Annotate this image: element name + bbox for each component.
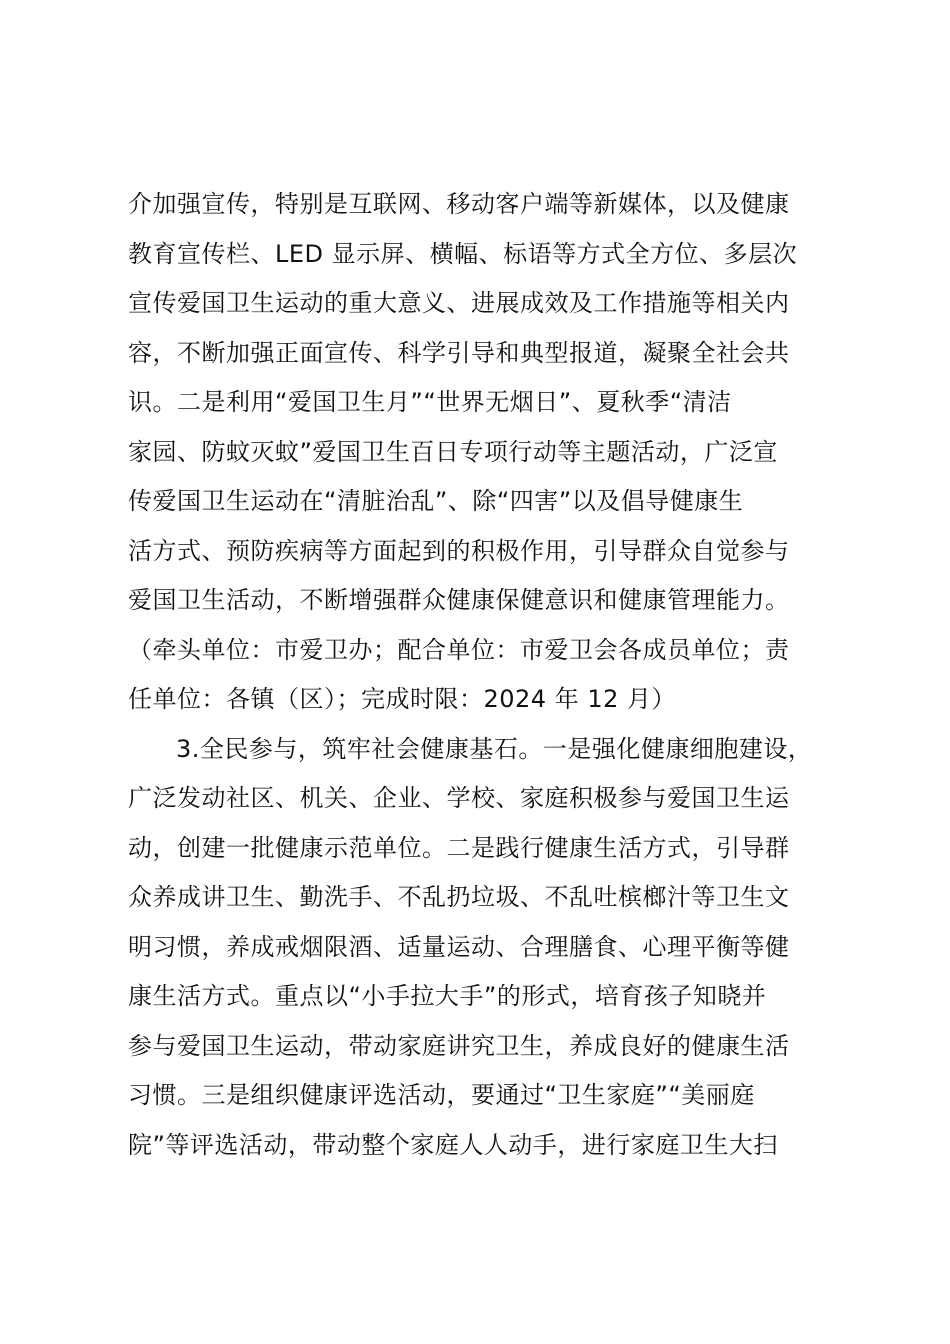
- text-line: （牵头单位：市爱卫办；配合单位：市爱卫会各成员单位；责: [128, 635, 790, 664]
- text-line: 习惯。三是组织健康评选活动，要通过“卫生家庭”“美丽庭: [128, 1081, 755, 1109]
- text-line: 识。二是利用“爱国卫生月”“世界无烟日”、夏秋季“清洁: [128, 388, 732, 416]
- text-line: 传爱国卫生运动在“清脏治乱”、除“四害”以及倡导健康生: [128, 487, 744, 515]
- body-text: [128, 180, 833, 1170]
- text-line: 参与爱国卫生运动，带动家庭讲究卫生，养成良好的健康生活: [128, 1031, 790, 1060]
- text-line: 爱国卫生活动，不断增强群众健康保健意识和健康管理能力。: [128, 586, 790, 614]
- text-line: 众养成讲卫生、勤洗手、不乱扔垃圾、不乱吐槟榔汁等卫生文: [128, 883, 790, 911]
- text-line: 宣传爱国卫生运动的重大意义、进展成效及工作措施等相关内: [128, 289, 790, 317]
- text-line: 明习惯，养成戒烟限酒、适量运动、合理膳食、心理平衡等健: [128, 932, 790, 961]
- text-line: 教育宣传栏、LED 显示屏、横幅、标语等方式全方位、多层次: [128, 239, 798, 268]
- text-line: 容，不断加强正面宣传、科学引导和典型报道，凝聚全社会共: [128, 338, 790, 367]
- text-line: 家园、防蚊灭蚊”爱国卫生百日专项行动等主题活动，广泛宣: [128, 437, 778, 466]
- text-line: 介加强宣传，特别是互联网、移动客户端等新媒体，以及健康: [128, 190, 790, 218]
- text-line: 康生活方式。重点以“小手拉大手”的形式，培育孩子知晓并: [128, 982, 767, 1010]
- text-line: 任单位：各镇（区）；完成时限：2024 年 12 月）: [128, 685, 677, 713]
- text-line: 广泛发动社区、机关、企业、学校、家庭积极参与爱国卫生运: [128, 784, 790, 812]
- paragraph-start-line: 3.全民参与，筑牢社会健康基石。一是强化健康细胞建设，: [176, 734, 813, 763]
- text-line: 动，创建一批健康示范单位。二是践行健康生活方式，引导群: [128, 833, 790, 862]
- text-line: 活方式、预防疾病等方面起到的积极作用，引导群众自觉参与: [128, 536, 790, 565]
- text-line: 院”等评选活动，带动整个家庭人人动手，进行家庭卫生大扫: [128, 1130, 778, 1159]
